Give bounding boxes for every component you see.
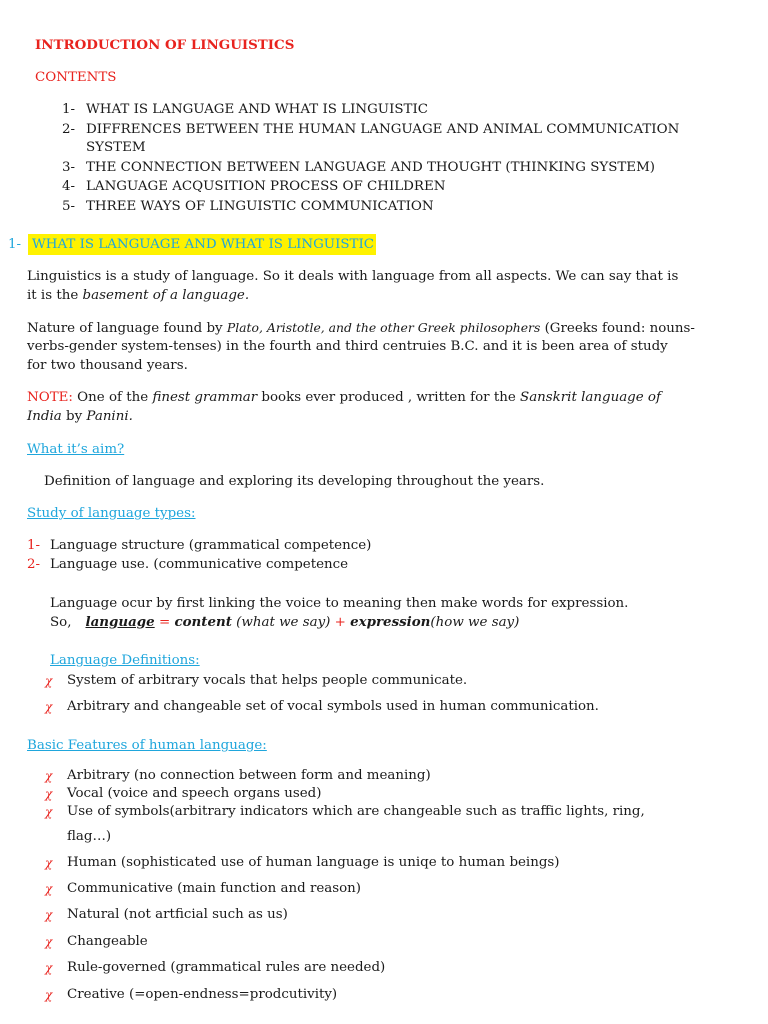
aim-text: Definition of language and exploring its developing throughout the years. [44, 474, 545, 489]
contents-num: 3- [62, 160, 76, 175]
contents-num: 1- [62, 102, 76, 117]
bullet-icon: χ [45, 988, 53, 1002]
contents-item-continued: SYSTEM [86, 140, 146, 155]
contents-item: THE CONNECTION BETWEEN LANGUAGE AND THOUGHT (THINKING SYSTEM) [86, 160, 656, 175]
formula-line: So, language = content (what we say) + expression(how we say) [50, 614, 520, 630]
bullet-icon: χ [45, 961, 53, 975]
bullet-icon: χ [45, 674, 53, 688]
bullet-icon: χ [45, 908, 53, 922]
paragraph-line: Linguistics is a study of language. So it deals with language from all aspects. We can say that is [27, 269, 679, 284]
contents-item: LANGUAGE ACQUSITION PROCESS OF CHILDREN [86, 179, 446, 194]
type-item: Language structure (grammatical competence) [50, 538, 372, 553]
feature-item: Vocal (voice and speech organs used) [67, 786, 322, 801]
bullet-icon: χ [45, 856, 53, 870]
contents-num: 4- [62, 179, 76, 194]
definition-item: System of arbitrary vocals that helps people communicate. [67, 673, 468, 688]
note-line: India by Panini. [27, 409, 133, 424]
feature-item: Rule-governed (grammatical rules are needed) [67, 960, 386, 975]
paragraph-line: verbs-gender system-tenses) in the fourth and third centruies B.C. and it is been area of study [27, 339, 668, 354]
type-number: 1- [27, 538, 41, 553]
paragraph-line: Nature of language found by Plato, Aristotle, and the other Greek philosophers (Greeks found: nouns- [27, 320, 695, 336]
aim-heading-link[interactable]: What it’s aim? [27, 442, 125, 457]
bullet-icon: χ [45, 935, 53, 949]
bullet-icon: χ [45, 700, 53, 714]
document-title: INTRODUCTION OF LINGUISTICS [35, 37, 295, 53]
type-number: 2- [27, 557, 41, 572]
occur-text: Language ocur by first linking the voice to meaning then make words for expression. [50, 596, 629, 611]
bullet-icon: χ [45, 805, 53, 819]
contents-num: 5- [62, 199, 76, 214]
types-heading-link[interactable]: Study of language types: [27, 506, 196, 521]
feature-item: Changeable [67, 934, 148, 949]
bullet-icon: χ [45, 769, 53, 783]
contents-item: DIFFRENCES BETWEEN THE HUMAN LANGUAGE AND ANIMAL COMMUNICATION [86, 122, 680, 137]
feature-item: Communicative (main function and reason) [67, 881, 362, 896]
contents-item: WHAT IS LANGUAGE AND WHAT IS LINGUISTIC [86, 102, 429, 117]
contents-label: CONTENTS [35, 70, 117, 85]
bullet-icon: χ [45, 882, 53, 896]
definitions-heading-link[interactable]: Language Definitions: [50, 653, 200, 668]
bullet-icon: χ [45, 787, 53, 801]
definition-item: Arbitrary and changeable set of vocal symbols used in human communication. [67, 699, 599, 714]
contents-num: 2- [62, 122, 76, 137]
note-line: NOTE: One of the finest grammar books ever produced , written for the Sanskrit language of [27, 390, 661, 405]
features-heading-link[interactable]: Basic Features of human language: [27, 738, 267, 753]
section-number: 1- [8, 237, 22, 252]
section-heading: WHAT IS LANGUAGE AND WHAT IS LINGUISTIC [28, 234, 376, 255]
feature-item: Human (sophisticated use of human language is uniqe to human beings) [67, 855, 560, 870]
feature-item: Use of symbols(arbitrary indicators which are changeable such as traffic lights, ring, [67, 804, 645, 819]
contents-item: THREE WAYS OF LINGUISTIC COMMUNICATION [86, 199, 434, 214]
type-item: Language use. (communicative competence [50, 557, 349, 572]
paragraph-line: it is the basement of a language. [27, 288, 250, 303]
paragraph-line: for two thousand years. [27, 358, 188, 373]
feature-item-continued: flag…) [67, 829, 112, 844]
feature-item: Natural (not artficial such as us) [67, 907, 288, 922]
feature-item: Arbitrary (no connection between form and meaning) [67, 768, 431, 783]
feature-item: Creative (=open-endness=prodcutivity) [67, 987, 338, 1002]
